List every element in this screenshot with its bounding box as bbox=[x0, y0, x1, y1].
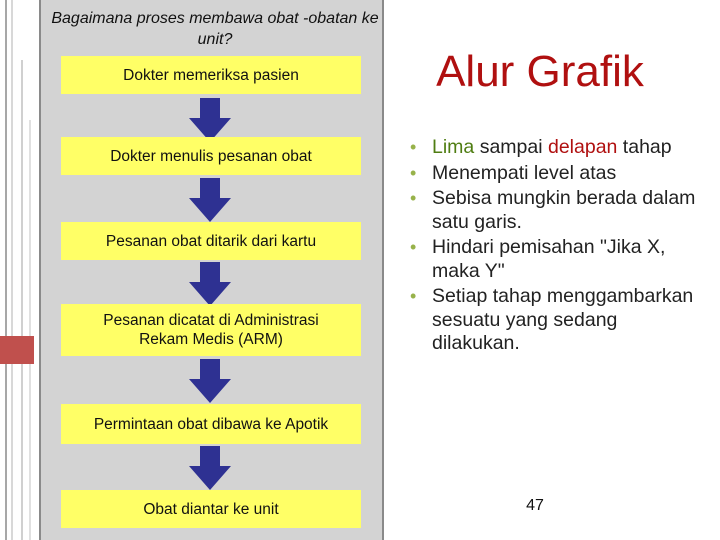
down-arrow-icon bbox=[189, 178, 231, 222]
step-1: Dokter memeriksa pasien bbox=[61, 56, 361, 94]
step-2: Dokter menulis pesanan obat bbox=[61, 137, 361, 175]
down-arrow-icon bbox=[189, 262, 231, 306]
bullet-list bbox=[404, 136, 710, 358]
page-number: 47 bbox=[526, 497, 544, 514]
step-6: Obat diantar ke unit bbox=[61, 490, 361, 528]
red-accent-bar bbox=[0, 336, 34, 364]
bullet-marker-icon: • bbox=[410, 137, 417, 157]
bullet-marker-icon: • bbox=[410, 237, 417, 257]
bullet-marker-icon: • bbox=[410, 286, 417, 306]
down-arrow-icon bbox=[189, 446, 231, 490]
step-3: Pesanan obat ditarik dari kartu bbox=[61, 222, 361, 260]
flow-question: Bagaimana proses membawa obat -obatan ke unit? bbox=[51, 10, 379, 48]
bullet-item: • Hindari pemisahan "Jika X, maka Y" bbox=[410, 236, 666, 282]
bullet-item: • Lima sampai delapan tahap bbox=[410, 136, 672, 158]
bullet-item: • Sebisa mungkin berada dalam satu garis. bbox=[410, 187, 696, 233]
bullet-marker-icon: • bbox=[410, 162, 417, 183]
step-4: Pesanan dicatat di Administrasi Rekam Medis (ARM) bbox=[61, 304, 361, 356]
bullet-item: • Setiap tahap menggambarkan sesuatu yang sedang dilakukan. bbox=[410, 285, 694, 354]
down-arrow-icon bbox=[189, 359, 231, 403]
slide-title: Alur Grafik bbox=[436, 47, 644, 96]
bullet-item: • Menempati level atas bbox=[410, 161, 617, 184]
down-arrow-icon bbox=[189, 98, 231, 142]
step-5: Permintaan obat dibawa ke Apotik bbox=[61, 404, 361, 444]
bullet-marker-icon: • bbox=[410, 188, 417, 208]
